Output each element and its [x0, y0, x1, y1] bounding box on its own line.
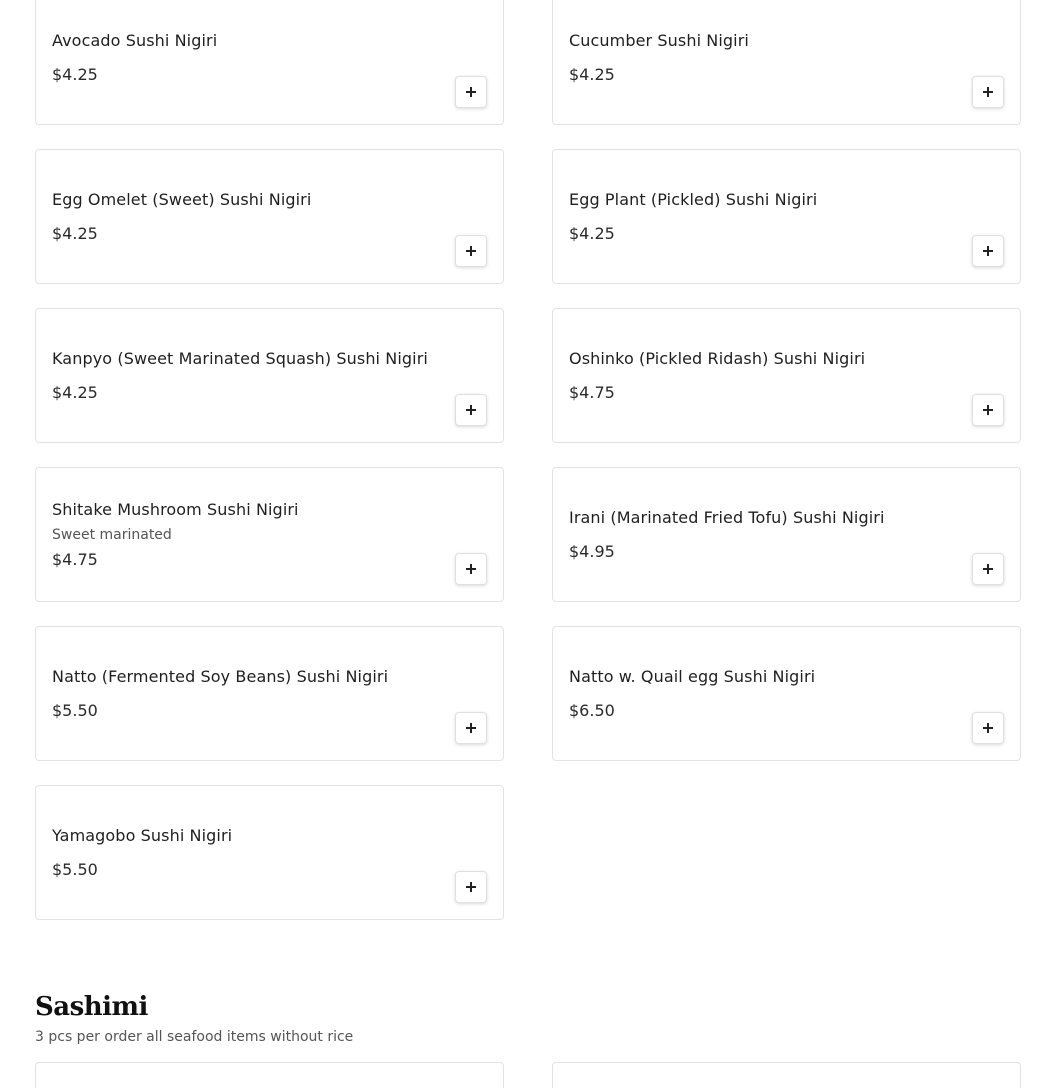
plus-icon — [983, 723, 993, 733]
menu-item-card[interactable] — [35, 1062, 504, 1088]
menu-item-name: Egg Plant (Pickled) Sushi Nigiri — [569, 189, 818, 209]
plus-icon — [983, 405, 993, 415]
menu-item-description: Sweet marinated — [52, 526, 172, 543]
add-to-cart-button[interactable] — [455, 394, 487, 426]
add-to-cart-button[interactable] — [972, 553, 1004, 585]
menu-item-card[interactable] — [552, 149, 1021, 284]
section-subtitle: 3 pcs per order all seafood items without rice — [35, 1029, 354, 1045]
menu-item-name: Irani (Marinated Fried Tofu) Sushi Nigiri — [569, 507, 885, 527]
plus-icon — [983, 87, 993, 97]
add-to-cart-button[interactable] — [455, 235, 487, 267]
menu-item-name: Egg Omelet (Sweet) Sushi Nigiri — [52, 189, 312, 209]
add-to-cart-button[interactable] — [972, 235, 1004, 267]
plus-icon — [466, 882, 476, 892]
menu-item-price: $4.25 — [569, 223, 615, 243]
add-to-cart-button[interactable] — [455, 553, 487, 585]
plus-icon — [466, 723, 476, 733]
menu-item-info — [569, 0, 960, 124]
menu-item-card[interactable] — [552, 308, 1021, 443]
menu-item-info — [569, 468, 960, 601]
menu-item-card[interactable] — [35, 785, 504, 920]
menu-item-price: $4.25 — [52, 64, 98, 84]
menu-item-info — [52, 786, 443, 919]
menu-item-card[interactable] — [35, 0, 504, 125]
menu-item-name: Avocado Sushi Nigiri — [52, 30, 218, 50]
menu-item-price: $5.50 — [52, 859, 98, 879]
add-to-cart-button[interactable] — [972, 76, 1004, 108]
menu-item-info — [52, 150, 443, 283]
menu-item-name: Oshinko (Pickled Ridash) Sushi Nigiri — [569, 348, 866, 368]
menu-item-card[interactable] — [35, 626, 504, 761]
plus-icon — [466, 564, 476, 574]
menu-item-price: $4.95 — [569, 541, 615, 561]
menu-item-name: Natto (Fermented Soy Beans) Sushi Nigiri — [52, 666, 389, 686]
menu-item-price: $4.75 — [569, 382, 615, 402]
menu-item-card[interactable] — [552, 626, 1021, 761]
add-to-cart-button[interactable] — [455, 871, 487, 903]
plus-icon — [466, 246, 476, 256]
menu-item-grid — [35, 0, 1021, 920]
menu-item-price: $5.50 — [52, 700, 98, 720]
plus-icon — [983, 564, 993, 574]
add-to-cart-button[interactable] — [972, 712, 1004, 744]
menu-item-name: Natto w. Quail egg Sushi Nigiri — [569, 666, 816, 686]
plus-icon — [466, 405, 476, 415]
menu-item-info — [52, 468, 443, 601]
menu-item-card[interactable] — [552, 0, 1021, 125]
add-to-cart-button[interactable] — [455, 712, 487, 744]
menu-item-name: Yamagobo Sushi Nigiri — [52, 825, 233, 845]
menu-item-info — [569, 150, 960, 283]
plus-icon — [466, 87, 476, 97]
section-title: Sashimi — [35, 992, 148, 1022]
menu-item-price: $4.25 — [52, 223, 98, 243]
menu-item-card[interactable] — [35, 308, 504, 443]
menu-item-info — [52, 0, 443, 124]
menu-item-card[interactable] — [552, 1062, 1021, 1088]
menu-item-price: $4.25 — [52, 382, 98, 402]
menu-item-info — [52, 309, 443, 442]
plus-icon — [983, 246, 993, 256]
sashimi-item-grid — [35, 1062, 1021, 1088]
menu-item-price: $6.50 — [569, 700, 615, 720]
menu-item-card[interactable] — [552, 467, 1021, 602]
add-to-cart-button[interactable] — [972, 394, 1004, 426]
menu-item-name: Cucumber Sushi Nigiri — [569, 30, 749, 50]
add-to-cart-button[interactable] — [455, 76, 487, 108]
menu-item-card[interactable] — [35, 149, 504, 284]
menu-item-info — [569, 309, 960, 442]
menu-item-card[interactable] — [35, 467, 504, 602]
menu-item-info — [52, 627, 443, 760]
menu-item-name: Kanpyo (Sweet Marinated Squash) Sushi Nigiri — [52, 348, 428, 368]
menu-item-price: $4.25 — [569, 64, 615, 84]
menu-item-price: $4.75 — [52, 549, 98, 569]
menu-item-name: Shitake Mushroom Sushi Nigiri — [52, 499, 299, 519]
section-header-sashimi — [35, 990, 353, 1046]
menu-item-info — [569, 627, 960, 760]
